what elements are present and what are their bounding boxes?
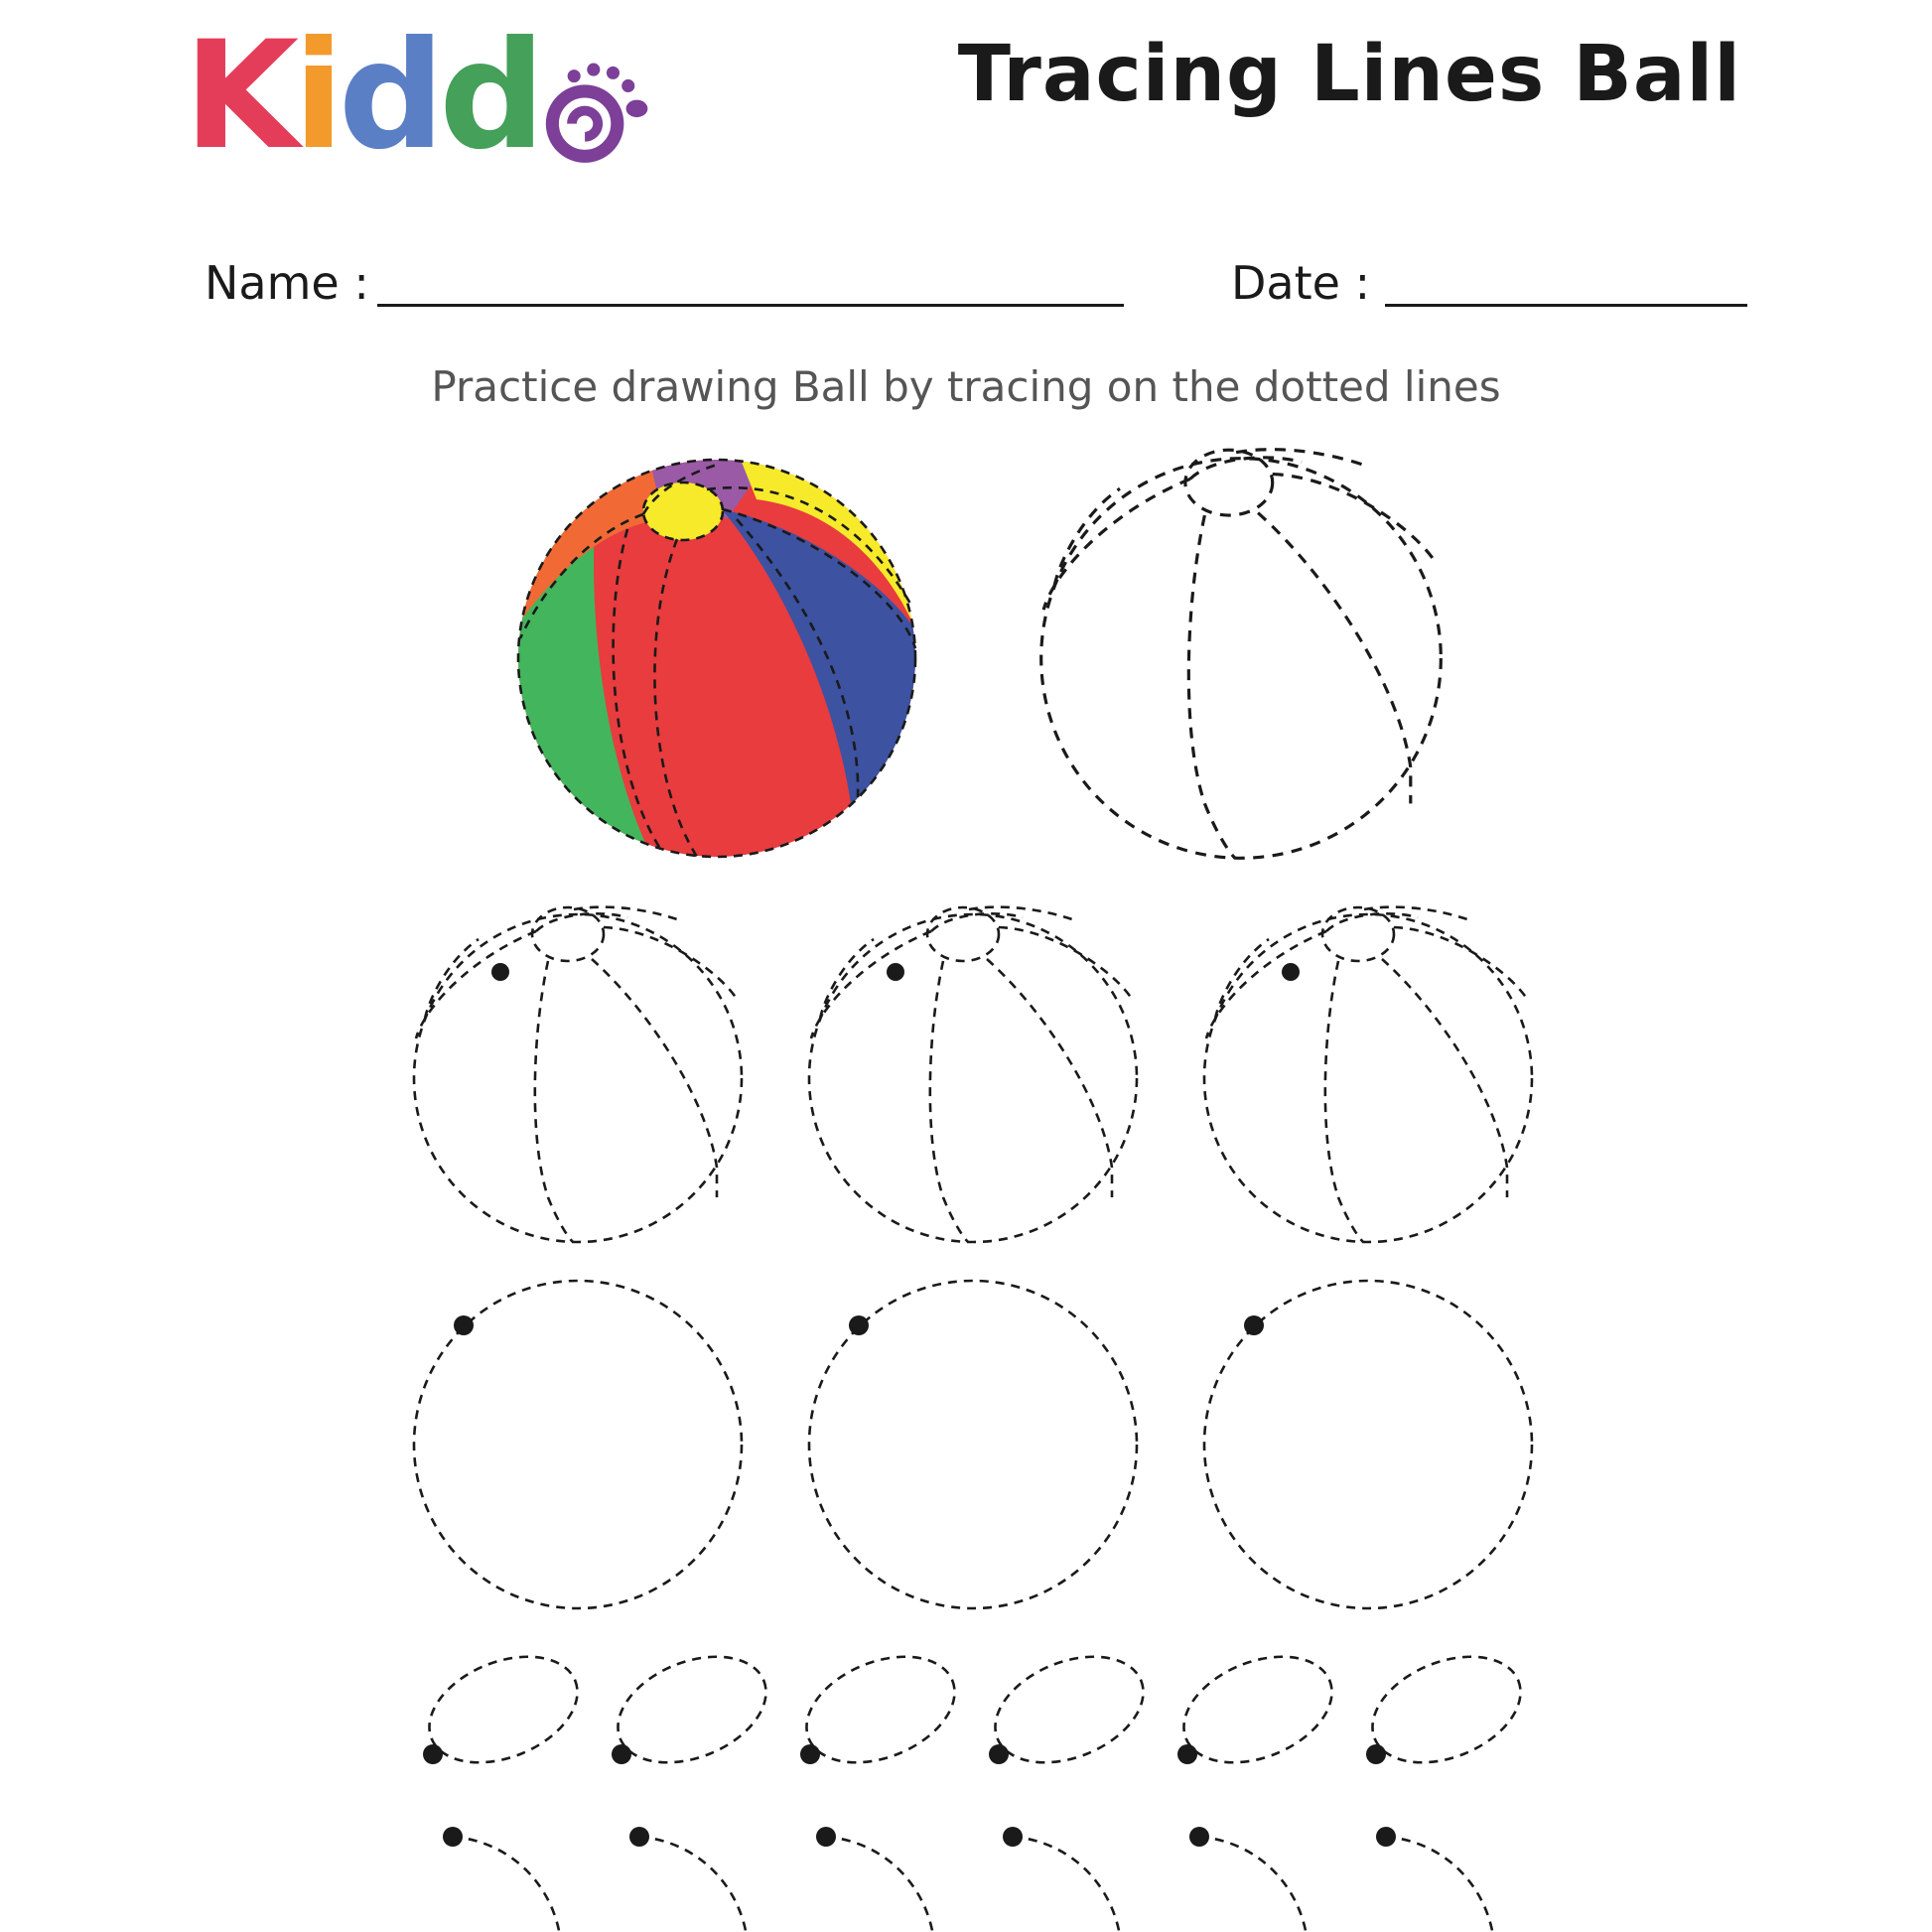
start-dot: [816, 1827, 836, 1847]
start-dot: [1282, 963, 1300, 981]
curve-trace-2: [639, 1837, 747, 1932]
ball-trace-1[interactable]: [414, 907, 742, 1242]
start-dot: [612, 1744, 631, 1764]
cap-trace-row[interactable]: [414, 1636, 1537, 1782]
cap-trace-1: [414, 1636, 594, 1782]
ball-trace-2[interactable]: [809, 907, 1137, 1242]
logo-letter-k: K: [184, 10, 294, 183]
start-dot: [491, 963, 509, 981]
curve-trace-3: [826, 1837, 933, 1932]
dotted-ball-example: [1041, 450, 1442, 859]
page-title: Tracing Lines Ball: [957, 30, 1741, 119]
start-dot: [989, 1744, 1009, 1764]
ball-trace-3[interactable]: [1204, 907, 1532, 1242]
start-dot: [1003, 1827, 1023, 1847]
instruction-text: Practice drawing Ball by tracing on the dotted lines: [431, 362, 1501, 411]
start-dot: [423, 1744, 443, 1764]
start-dot: [443, 1827, 463, 1847]
name-label: Name :: [205, 256, 369, 310]
start-dot: [887, 963, 904, 981]
start-dot: [454, 1315, 474, 1335]
logo-letter-i: i: [293, 10, 339, 183]
curve-trace-4: [1013, 1837, 1120, 1932]
curve-trace-1: [453, 1837, 560, 1932]
start-dot: [629, 1827, 649, 1847]
curve-trace-5: [1199, 1837, 1307, 1932]
start-dot: [1376, 1827, 1396, 1847]
start-dot: [800, 1744, 820, 1764]
start-dot: [849, 1315, 869, 1335]
start-dot: [1177, 1744, 1197, 1764]
start-dot: [1244, 1315, 1264, 1335]
start-dot: [1366, 1744, 1386, 1764]
date-label: Date :: [1231, 256, 1371, 310]
cap-trace-6: [1357, 1636, 1537, 1782]
cap-trace-3: [791, 1636, 971, 1782]
curve-trace-6: [1386, 1837, 1493, 1932]
cap-trace-2: [603, 1636, 782, 1782]
cap-trace-5: [1169, 1636, 1348, 1782]
logo-letter-d2: d: [439, 10, 540, 183]
curve-trace-row[interactable]: [443, 1827, 1493, 1932]
cap-trace-4: [980, 1636, 1160, 1782]
logo-letter-d1: d: [338, 10, 440, 183]
start-dot: [1189, 1827, 1209, 1847]
colored-ball-example: [508, 450, 925, 867]
